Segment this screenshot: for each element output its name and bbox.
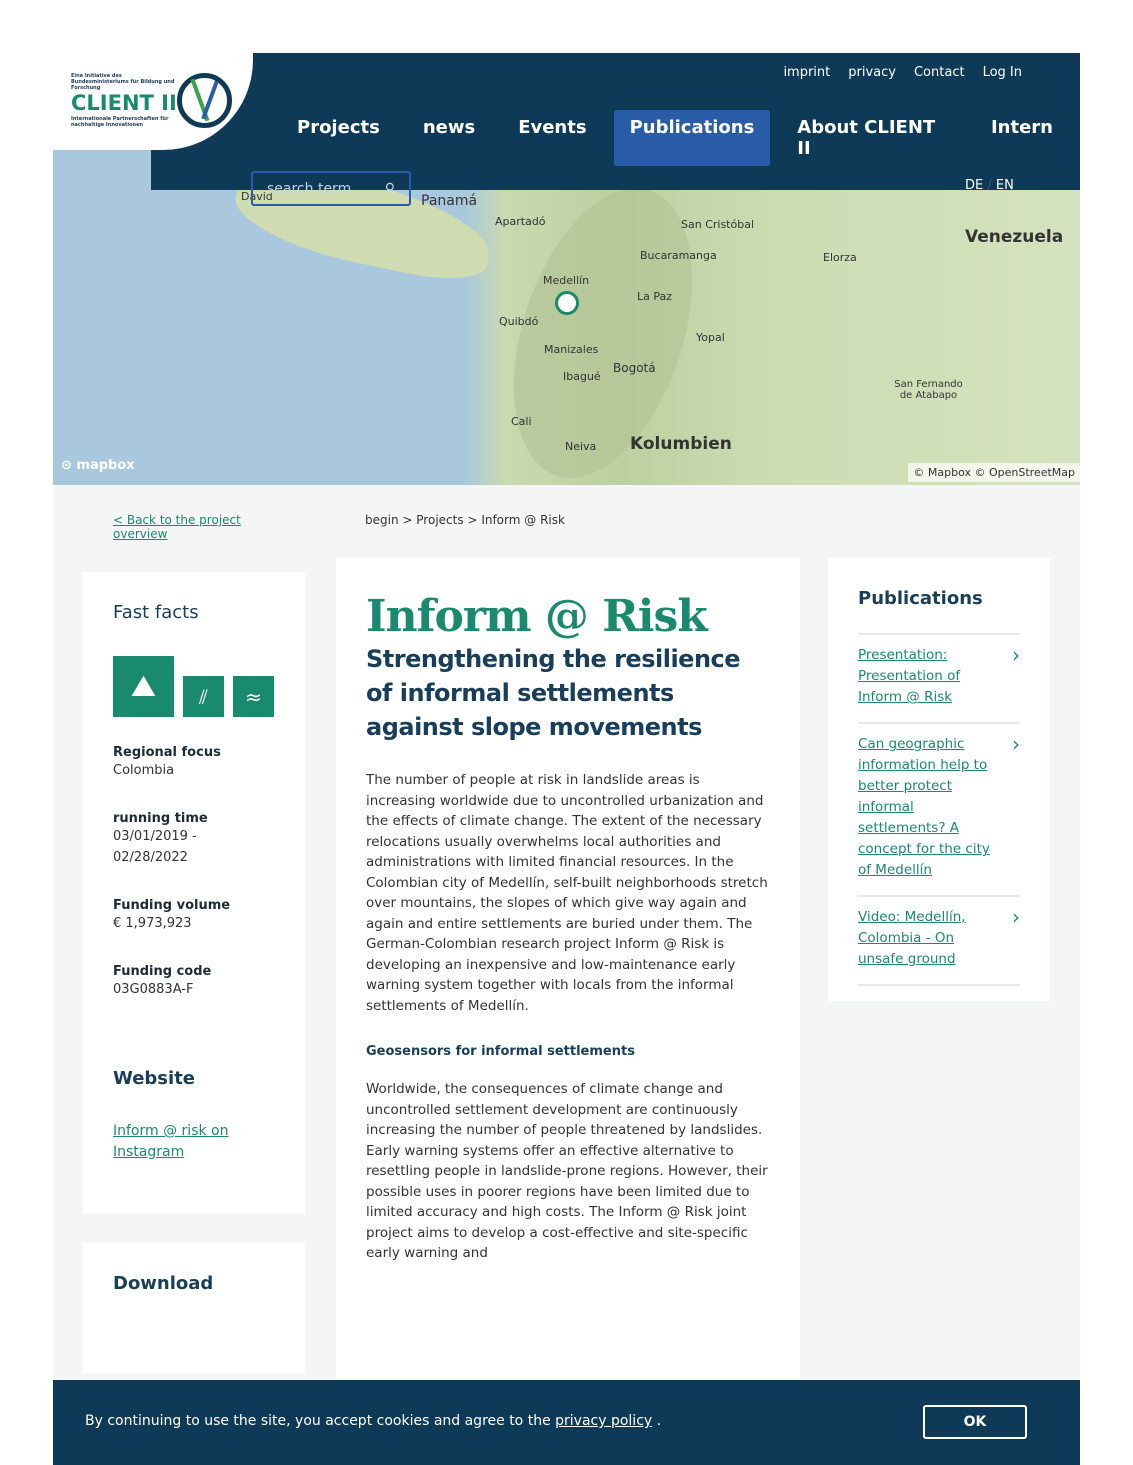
- map-label: Elorza: [823, 251, 857, 264]
- fact-label: running time: [113, 811, 208, 826]
- fact-label: Regional focus: [113, 745, 221, 760]
- lang-separator: /: [987, 178, 992, 193]
- map-label: San Fernando de Atabapo: [894, 379, 963, 401]
- search-input[interactable]: [251, 171, 411, 206]
- fast-facts-title: Fast facts: [113, 602, 199, 623]
- page: [53, 53, 1080, 1465]
- breadcrumb-sep: >: [402, 513, 413, 527]
- breadcrumb: [365, 513, 565, 527]
- map-label: San Cristóbal: [681, 218, 755, 231]
- rainfall-landslide-icon: ⫽: [183, 676, 224, 717]
- chevron-right-icon: ›: [1012, 643, 1020, 667]
- logo-title: CLIENT II: [71, 91, 177, 115]
- fact-label: Funding volume: [113, 898, 231, 913]
- publications-card: [828, 558, 1050, 1001]
- map-label: Venezuela: [965, 227, 1064, 247]
- map-label: Neiva: [565, 440, 597, 453]
- privacy-policy-link[interactable]: privacy policy: [555, 1413, 653, 1429]
- globe-icon: [177, 73, 232, 128]
- lang-de[interactable]: DE: [965, 178, 984, 193]
- contact-link[interactable]: Contact: [913, 65, 965, 80]
- map-label: Panamá: [421, 193, 478, 209]
- publications-title: Publications: [858, 588, 983, 609]
- article-title: Inform @ Risk: [366, 591, 707, 642]
- language-switch: [965, 178, 1014, 193]
- main-nav: [281, 110, 1080, 166]
- nav-news[interactable]: news: [422, 117, 476, 138]
- project-location-marker[interactable]: [555, 291, 579, 315]
- publication-link[interactable]: Can geographic information help to better protect informal settlements? A concept for the city of Medellín: [858, 736, 990, 878]
- instagram-link[interactable]: Inform @ risk on Instagram: [113, 1123, 229, 1160]
- cookie-ok-button[interactable]: OK: [923, 1405, 1027, 1439]
- website-title: Website: [113, 1068, 196, 1089]
- nav-about[interactable]: About CLIENT II: [797, 117, 936, 159]
- imprint-link[interactable]: imprint: [783, 65, 831, 80]
- map-label: Quibdó: [499, 315, 539, 328]
- search-placeholder: search term: [267, 180, 352, 197]
- flood-icon: ≈: [233, 676, 274, 717]
- volcano-icon: ⛰: [113, 656, 174, 717]
- header-nav: [151, 53, 1080, 190]
- publication-item[interactable]: [858, 895, 1020, 986]
- fact-value: Colombia: [113, 763, 175, 778]
- fast-facts-card: [83, 572, 305, 1214]
- fact-value: 03G0883A-F: [113, 982, 194, 997]
- article-paragraph: The number of people at risk in landslide areas is increasing worldwide due to uncontrolled urbanization and the effects of climate change. The extent of the necessary relocations usually overwhelms local authorities and administrations with limited financial resources. In the Colombian city of Medellín, self-built neighborhoods stretch over mountains, the slopes of which give way again and again and entire settlements are buried under them. The German-Colombian research project Inform @ Risk is developing an inexpensive and low-maintenance early warning system together with locals from the informal settlements of Medellín.: [366, 772, 768, 1014]
- map-label: Ibagué: [563, 370, 601, 383]
- fact-value: 03/01/2019 - 02/28/2022: [113, 829, 197, 865]
- map-label: La Paz: [637, 290, 673, 303]
- map-label: Cali: [511, 415, 532, 428]
- chevron-right-icon: ›: [1012, 732, 1020, 756]
- article-paragraph: Worldwide, the consequences of climate change and uncontrolled settlement development are continuously increasing the number of people threatened by landslides. Early warning systems offer an effective alternative to resettling people in landslide-prone regions. However, their possible uses in poorer regions have been limited due to limited accuracy and high costs. The Inform @ Risk joint project aims to develop a cost-effective and site-specific early warning and: [366, 1081, 768, 1261]
- download-title: Download: [113, 1273, 214, 1294]
- publication-link[interactable]: Video: Medellín, Colombia - On unsafe ground: [858, 909, 966, 967]
- privacy-link[interactable]: privacy: [848, 65, 896, 80]
- map-label: Kolumbien: [630, 434, 732, 454]
- breadcrumb-current: Inform @ Risk: [481, 513, 565, 527]
- logo-tagline: Eine Initiative des Bundesministeriums für Bildung und Forschung: [71, 73, 175, 91]
- map-label: Yopal: [696, 331, 725, 344]
- fact-value: € 1,973,923: [113, 916, 192, 931]
- publication-link[interactable]: Presentation: Presentation of Inform @ Risk: [858, 647, 961, 705]
- utility-nav: [783, 65, 1022, 80]
- cookie-text-end: .: [656, 1413, 662, 1429]
- article: [336, 558, 800, 1380]
- nav-projects[interactable]: Projects: [297, 117, 380, 138]
- map-attribution[interactable]: © Mapbox © OpenStreetMap: [908, 463, 1080, 482]
- search-icon[interactable]: ⚲: [384, 180, 395, 197]
- fact-label: Funding code: [113, 964, 212, 979]
- breadcrumb-begin[interactable]: begin: [365, 513, 399, 527]
- map-label: Apartadó: [495, 215, 546, 228]
- map-label: David: [241, 190, 273, 203]
- breadcrumb-sep: >: [467, 513, 478, 527]
- map-label: Medellín: [543, 274, 590, 287]
- login-link[interactable]: Log In: [982, 65, 1022, 80]
- publication-item[interactable]: [858, 633, 1020, 722]
- article-section-heading: Geosensors for informal settlements: [366, 1044, 635, 1059]
- article-subtitle: Strengthening the resilience of informal settlements against slope movements: [366, 645, 741, 741]
- nav-publications[interactable]: Publications: [614, 110, 771, 166]
- mapbox-logo[interactable]: ⊙ mapbox: [61, 458, 135, 473]
- cookie-text: By continuing to use the site, you accept cookies and agree to the: [85, 1413, 551, 1429]
- map-label: Bucaramanga: [640, 249, 717, 262]
- mapbox-label: mapbox: [76, 458, 135, 473]
- chevron-right-icon: ›: [1012, 905, 1020, 929]
- logo-subtitle: Internationale Partnerschaften für nachhaltige Innovationen: [71, 116, 169, 128]
- nav-events[interactable]: Events: [518, 117, 587, 138]
- map-label: Bogotá: [613, 361, 656, 375]
- lang-en[interactable]: EN: [995, 178, 1014, 193]
- download-card: [83, 1243, 305, 1373]
- map-label: Manizales: [544, 343, 599, 356]
- publication-item[interactable]: [858, 722, 1020, 895]
- nav-intern[interactable]: Intern: [990, 117, 1053, 138]
- cookie-banner: [53, 1380, 1080, 1465]
- breadcrumb-projects[interactable]: Projects: [416, 513, 464, 527]
- back-to-overview-link[interactable]: < Back to the project overview: [113, 513, 241, 541]
